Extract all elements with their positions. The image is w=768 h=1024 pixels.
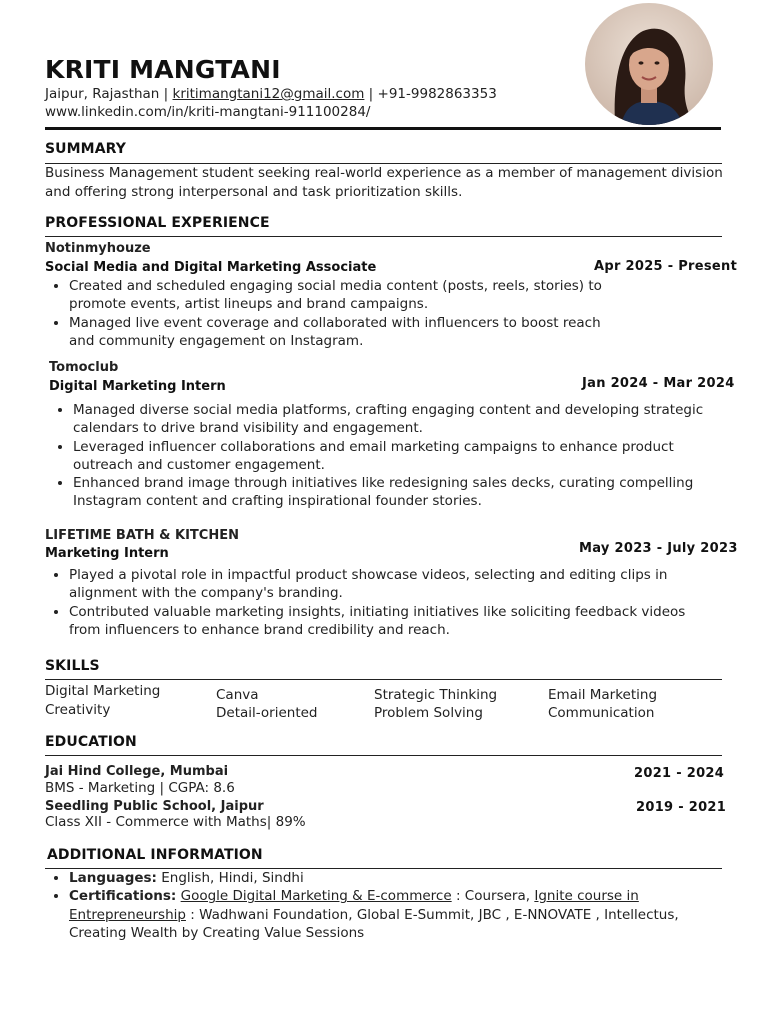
list-item [69, 869, 709, 887]
school-name: Jai Hind College, Mumbai [45, 764, 229, 779]
list-item [69, 887, 709, 942]
job-bullets [49, 401, 711, 511]
list-item: • Managed live event coverage and collaborated with influencers to boost reach and community engagement on Instagram. [69, 314, 629, 351]
summary-line: Business Management student seeking real-world experience as a member of management division [45, 165, 723, 181]
skill-item: Creativity [45, 702, 111, 718]
job-dates: Apr 2025 - Present [594, 259, 738, 274]
separator: | [364, 86, 378, 102]
degree: BMS - Marketing | CGPA: 8.6 [45, 780, 235, 796]
list-item: • Managed diverse social media platforms, crafting engaging content and developing strategic calendars to drive brand visibility and engagement. [73, 401, 711, 438]
location: Jaipur, Rajasthan [45, 86, 160, 102]
certifications-label: Certifications: [69, 888, 177, 905]
company-name: Notinmyhouze [45, 241, 151, 256]
education-heading: EDUCATION [45, 734, 137, 750]
company-name: Tomoclub [49, 360, 119, 375]
section-divider [45, 679, 722, 680]
profile-photo [585, 3, 713, 125]
job-dates: May 2023 - July 2023 [579, 541, 738, 556]
linkedin-link[interactable]: www.linkedin.com/in/kriti-mangtani-911100284/ [45, 104, 371, 120]
candidate-name: KRITI MANGTANI [45, 55, 281, 84]
email-link[interactable]: kritimangtani12@gmail.com [172, 86, 365, 102]
job-bullets [45, 566, 705, 639]
header-divider [45, 127, 721, 130]
education-dates: 2021 - 2024 [634, 766, 725, 781]
languages-label: Languages: [69, 870, 157, 886]
list-item: • Contributed valuable marketing insights, initiating initiatives like soliciting feedback videos from influencers to enhance brand credibility and reach. [69, 603, 705, 640]
job-dates: Jan 2024 - Mar 2024 [582, 376, 735, 391]
certification-provider: : Wadhwani Foundation, Global E-Summit, JBC , E-NNOVATE , Intellectus, Creating Wealth by Creating Value Sessions [69, 906, 679, 941]
certification-provider: : Coursera, [451, 888, 535, 905]
experience-heading: PROFESSIONAL EXPERIENCE [45, 215, 270, 231]
skill-item: Canva [216, 687, 259, 703]
skills-heading: SKILLS [45, 658, 100, 674]
skill-item: Communication [548, 705, 655, 721]
additional-bullets [45, 869, 709, 942]
section-divider [45, 755, 722, 756]
skill-item: Strategic Thinking [374, 687, 498, 703]
summary-line: and offering strong interpersonal and task prioritization skills. [45, 184, 463, 200]
certification-link[interactable]: Google Digital Marketing & E-commerce [180, 888, 452, 905]
skill-item: Email Marketing [548, 687, 658, 703]
languages-value: English, Hindi, Sindhi [156, 870, 304, 886]
list-item: • Leveraged influencer collaborations and email marketing campaigns to enhance product outreach and customer engagement. [73, 438, 711, 475]
certification-link[interactable]: Ignite course in Entrepreneurship [69, 888, 639, 923]
job-title: Digital Marketing Intern [49, 379, 226, 394]
phone: +91-9982863353 [377, 86, 497, 102]
education-dates: 2019 - 2021 [636, 800, 727, 815]
additional-heading: ADDITIONAL INFORMATION [47, 847, 263, 863]
school-name: Seedling Public School, Jaipur [45, 799, 264, 814]
section-divider [45, 236, 722, 237]
skill-item: Detail-oriented [216, 705, 318, 721]
list-item: • Created and scheduled engaging social media content (posts, reels, stories) to promote events, artist lineups and brand campaigns. [69, 277, 629, 314]
skill-item: Digital Marketing [45, 683, 161, 699]
contact-line [45, 86, 497, 102]
summary-heading: SUMMARY [45, 141, 127, 157]
list-item: • Enhanced brand image through initiatives like redesigning sales decks, curating compelling Instagram content and crafting inspirational founder stories. [73, 474, 711, 511]
job-bullets [45, 277, 629, 350]
separator: | [159, 86, 173, 102]
degree: Class XII - Commerce with Maths| 89% [45, 814, 306, 830]
job-title: Marketing Intern [45, 546, 169, 561]
list-item: • Played a pivotal role in impactful product showcase videos, selecting and editing clips in alignment with the company's branding. [69, 566, 705, 603]
company-name: LIFETIME BATH & KITCHEN [45, 528, 239, 543]
skill-item: Problem Solving [374, 705, 483, 721]
job-title: Social Media and Digital Marketing Associate [45, 260, 377, 275]
